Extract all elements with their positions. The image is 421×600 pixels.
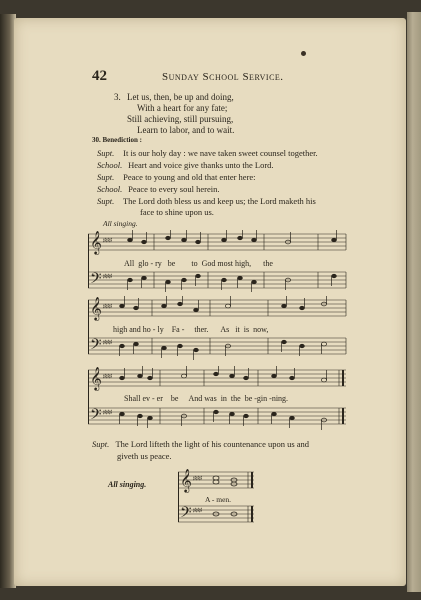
lyric-syllable: and <box>129 325 141 334</box>
svg-text:𝄞: 𝄞 <box>90 296 102 320</box>
response-text: Heart and voice give thanks unto the Lord. <box>128 160 274 170</box>
lyric-syllable: was <box>204 394 217 403</box>
running-head: Sunday School Service. <box>162 71 284 83</box>
response-line <box>97 184 219 194</box>
svg-text:𝄞: 𝄞 <box>90 230 102 254</box>
lyric-syllable: the <box>263 259 273 268</box>
speaker: Supt. <box>97 172 115 182</box>
amen-lyric: A - men. <box>205 495 232 504</box>
next-page-edge <box>407 12 421 592</box>
lyric-syllable: ry <box>155 259 162 268</box>
lyric-syllable: be <box>167 259 176 268</box>
lyric-line-1 <box>124 259 273 268</box>
lyric-syllable: ho - <box>142 325 156 334</box>
svg-text:𝄢: 𝄢 <box>90 406 102 427</box>
svg-text:♯♯♯: ♯♯♯ <box>193 476 202 482</box>
all-singing-label: All singing. <box>103 219 138 228</box>
lyric-syllable: to <box>191 259 198 268</box>
response-line <box>97 148 318 158</box>
lyric-syllable: it <box>235 325 240 334</box>
verse-line: Learn to labor, and to wait. <box>137 125 235 135</box>
lyric-syllable: most <box>217 259 233 268</box>
svg-text:♯♯♯: ♯♯♯ <box>103 304 112 310</box>
closing-line <box>92 439 309 449</box>
lyric-syllable: be - <box>244 394 257 403</box>
response-text: Peace to every soul herein. <box>128 184 220 194</box>
lyric-syllable: ning. <box>271 394 289 403</box>
svg-text:♯♯♯: ♯♯♯ <box>103 374 112 380</box>
lyric-syllable: All <box>124 259 135 268</box>
page-number: 42 <box>92 68 107 84</box>
verse-line: With a heart for any fate; <box>137 103 228 113</box>
svg-text:♯♯♯: ♯♯♯ <box>103 274 112 280</box>
speaker: Supt. <box>97 196 115 206</box>
lyric-syllable: high, <box>234 259 252 268</box>
response-line <box>97 160 274 170</box>
amen-all-singing-label: All singing. <box>108 480 147 489</box>
lyric-syllable: ther. <box>194 325 209 334</box>
response-line <box>97 172 256 182</box>
lyric-syllable: God <box>201 259 216 268</box>
lyric-syllable: gin - <box>256 394 272 403</box>
svg-text:𝄢: 𝄢 <box>90 336 102 357</box>
lyric-syllable: the <box>230 394 241 403</box>
svg-text:𝄞: 𝄞 <box>180 468 192 492</box>
lyric-syllable: glo - <box>138 259 154 268</box>
ink-spot <box>301 51 306 56</box>
response-text: The Lord doth bless us and keep us; the Lord maketh his <box>122 196 316 206</box>
svg-text:♯♯♯: ♯♯♯ <box>103 410 112 416</box>
verse-number: 3. <box>114 92 121 102</box>
svg-text:♯♯♯: ♯♯♯ <box>103 340 112 346</box>
response-continuation: face to shine upon us. <box>140 207 214 217</box>
response-text: Peace to young and old that enter here: <box>123 172 256 182</box>
lyric-syllable: be <box>170 394 179 403</box>
closing-continuation: giveth us peace. <box>117 451 172 461</box>
lyric-syllable: Fa - <box>171 325 185 334</box>
verse-line: Let us, then, be up and doing, <box>127 92 234 102</box>
speaker: School. <box>97 184 123 194</box>
speaker: Supt. <box>97 148 115 158</box>
section-heading: 30. Benediction : <box>92 136 142 144</box>
svg-text:𝄢: 𝄢 <box>180 504 192 525</box>
svg-text:𝄞: 𝄞 <box>90 366 102 390</box>
lyric-syllable: As <box>220 325 230 334</box>
lyric-line-2 <box>113 325 268 334</box>
svg-text:♯♯♯: ♯♯♯ <box>193 508 202 514</box>
svg-text:♯♯♯: ♯♯♯ <box>103 238 112 244</box>
closing-text: The Lord lifteth the light of his countenance upon us and <box>115 439 310 449</box>
lyric-syllable: ev - er <box>142 394 163 403</box>
lyric-syllable: in <box>220 394 227 403</box>
lyric-syllable: is <box>243 325 250 334</box>
lyric-syllable: high <box>113 325 128 334</box>
speaker: Supt. <box>92 439 110 449</box>
speaker: School. <box>97 160 123 170</box>
response-line <box>97 196 316 206</box>
lyric-syllable: And <box>188 394 203 403</box>
lyric-syllable: Shall <box>124 394 141 403</box>
lyric-syllable: now, <box>253 325 269 334</box>
lyric-line-3 <box>124 394 288 403</box>
response-text: It is our holy day : we nave taken sweet counsel together. <box>123 148 318 158</box>
verse-line: Still achieving, still pursuing, <box>127 114 234 124</box>
lyric-syllable: ly <box>157 325 164 334</box>
svg-text:𝄢: 𝄢 <box>90 270 102 291</box>
